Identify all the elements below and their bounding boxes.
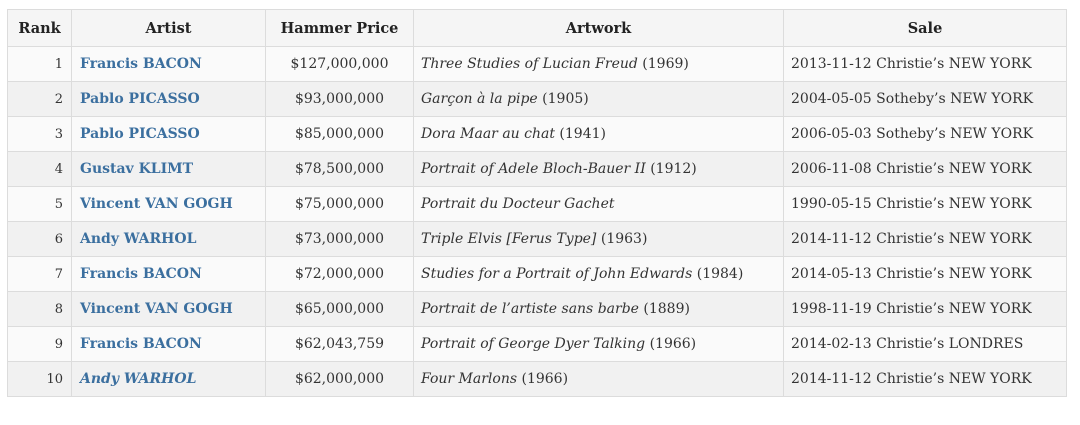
artwork-title: Portrait of Adele Bloch-Bauer II [421,161,646,177]
sale-cell: 2013-11-12 Christie’s NEW YORK [784,47,1067,82]
hammer-price-cell: $93,000,000 [266,82,414,117]
table-row [8,82,1067,117]
artwork-year: (1966) [645,336,697,352]
table-row [8,362,1067,397]
artwork-year: (1966) [517,371,569,387]
rank-cell: 5 [8,187,72,222]
artwork-cell [414,292,784,327]
hammer-price-cell: $75,000,000 [266,187,414,222]
sale-cell: 2006-11-08 Christie’s NEW YORK [784,152,1067,187]
table-row [8,47,1067,82]
sale-cell: 2014-05-13 Christie’s NEW YORK [784,257,1067,292]
rank-cell: 10 [8,362,72,397]
hammer-price-cell: $73,000,000 [266,222,414,257]
artwork-title: Portrait du Docteur Gachet [421,196,615,212]
auction-table-container [7,9,1066,397]
hammer-price-cell: $65,000,000 [266,292,414,327]
sale-cell: 2004-05-05 Sotheby’s NEW YORK [784,82,1067,117]
artwork-title: Three Studies of Lucian Freud [421,56,638,72]
rank-cell: 4 [8,152,72,187]
artist-link[interactable]: Vincent VAN GOGH [72,292,266,327]
hammer-price-cell: $127,000,000 [266,47,414,82]
header-hammer-price: Hammer Price [266,10,414,47]
header-artwork: Artwork [414,10,784,47]
header-sale: Sale [784,10,1067,47]
header-artist: Artist [72,10,266,47]
artwork-cell [414,222,784,257]
artwork-title: Triple Elvis [Ferus Type] [421,231,597,247]
artist-link[interactable]: Pablo PICASSO [72,82,266,117]
artwork-cell [414,257,784,292]
artwork-cell [414,82,784,117]
sale-cell: 2014-11-12 Christie’s NEW YORK [784,362,1067,397]
artwork-title: Portrait de l’artiste sans barbe [421,301,639,317]
artwork-year: (1941) [554,126,606,142]
artist-link[interactable]: Vincent VAN GOGH [72,187,266,222]
artwork-year: (1889) [638,301,690,317]
artwork-year: (1969) [637,56,689,72]
artist-link[interactable]: Andy WARHOL [72,362,266,397]
hammer-price-cell: $62,043,759 [266,327,414,362]
hammer-price-cell: $78,500,000 [266,152,414,187]
table-row [8,327,1067,362]
artwork-cell [414,117,784,152]
rank-cell: 6 [8,222,72,257]
sale-cell: 2006-05-03 Sotheby’s NEW YORK [784,117,1067,152]
rank-cell: 8 [8,292,72,327]
table-row [8,187,1067,222]
auction-results-table [7,9,1067,397]
artwork-title: Dora Maar au chat [421,126,555,142]
artwork-year: (1912) [645,161,697,177]
artwork-cell [414,47,784,82]
artist-link[interactable]: Andy WARHOL [72,222,266,257]
artwork-year: (1905) [537,91,589,107]
table-body [8,47,1067,397]
sale-cell: 2014-11-12 Christie’s NEW YORK [784,222,1067,257]
hammer-price-cell: $72,000,000 [266,257,414,292]
artwork-cell [414,152,784,187]
rank-cell: 7 [8,257,72,292]
artwork-cell [414,187,784,222]
header-rank: Rank [8,10,72,47]
rank-cell: 3 [8,117,72,152]
table-row [8,117,1067,152]
artwork-title: Four Marlons [421,371,518,387]
rank-cell: 1 [8,47,72,82]
table-row [8,222,1067,257]
rank-cell: 2 [8,82,72,117]
artist-link[interactable]: Gustav KLIMT [72,152,266,187]
artwork-cell [414,327,784,362]
table-row [8,152,1067,187]
table-row [8,257,1067,292]
artwork-cell [414,362,784,397]
hammer-price-cell: $85,000,000 [266,117,414,152]
sale-cell: 1998-11-19 Christie’s NEW YORK [784,292,1067,327]
table-header [8,10,1067,47]
artwork-year: (1984) [692,266,744,282]
artwork-title: Portrait of George Dyer Talking [421,336,646,352]
artist-link[interactable]: Francis BACON [72,327,266,362]
sale-cell: 1990-05-15 Christie’s NEW YORK [784,187,1067,222]
artwork-year: (1963) [596,231,648,247]
artwork-title: Garçon à la pipe [421,91,538,107]
artist-link[interactable]: Francis BACON [72,257,266,292]
hammer-price-cell: $62,000,000 [266,362,414,397]
sale-cell: 2014-02-13 Christie’s LONDRES [784,327,1067,362]
table-row [8,292,1067,327]
artist-link[interactable]: Francis BACON [72,47,266,82]
artwork-title: Studies for a Portrait of John Edwards [421,266,693,282]
rank-cell: 9 [8,327,72,362]
header-row [8,10,1067,47]
artist-link[interactable]: Pablo PICASSO [72,117,266,152]
